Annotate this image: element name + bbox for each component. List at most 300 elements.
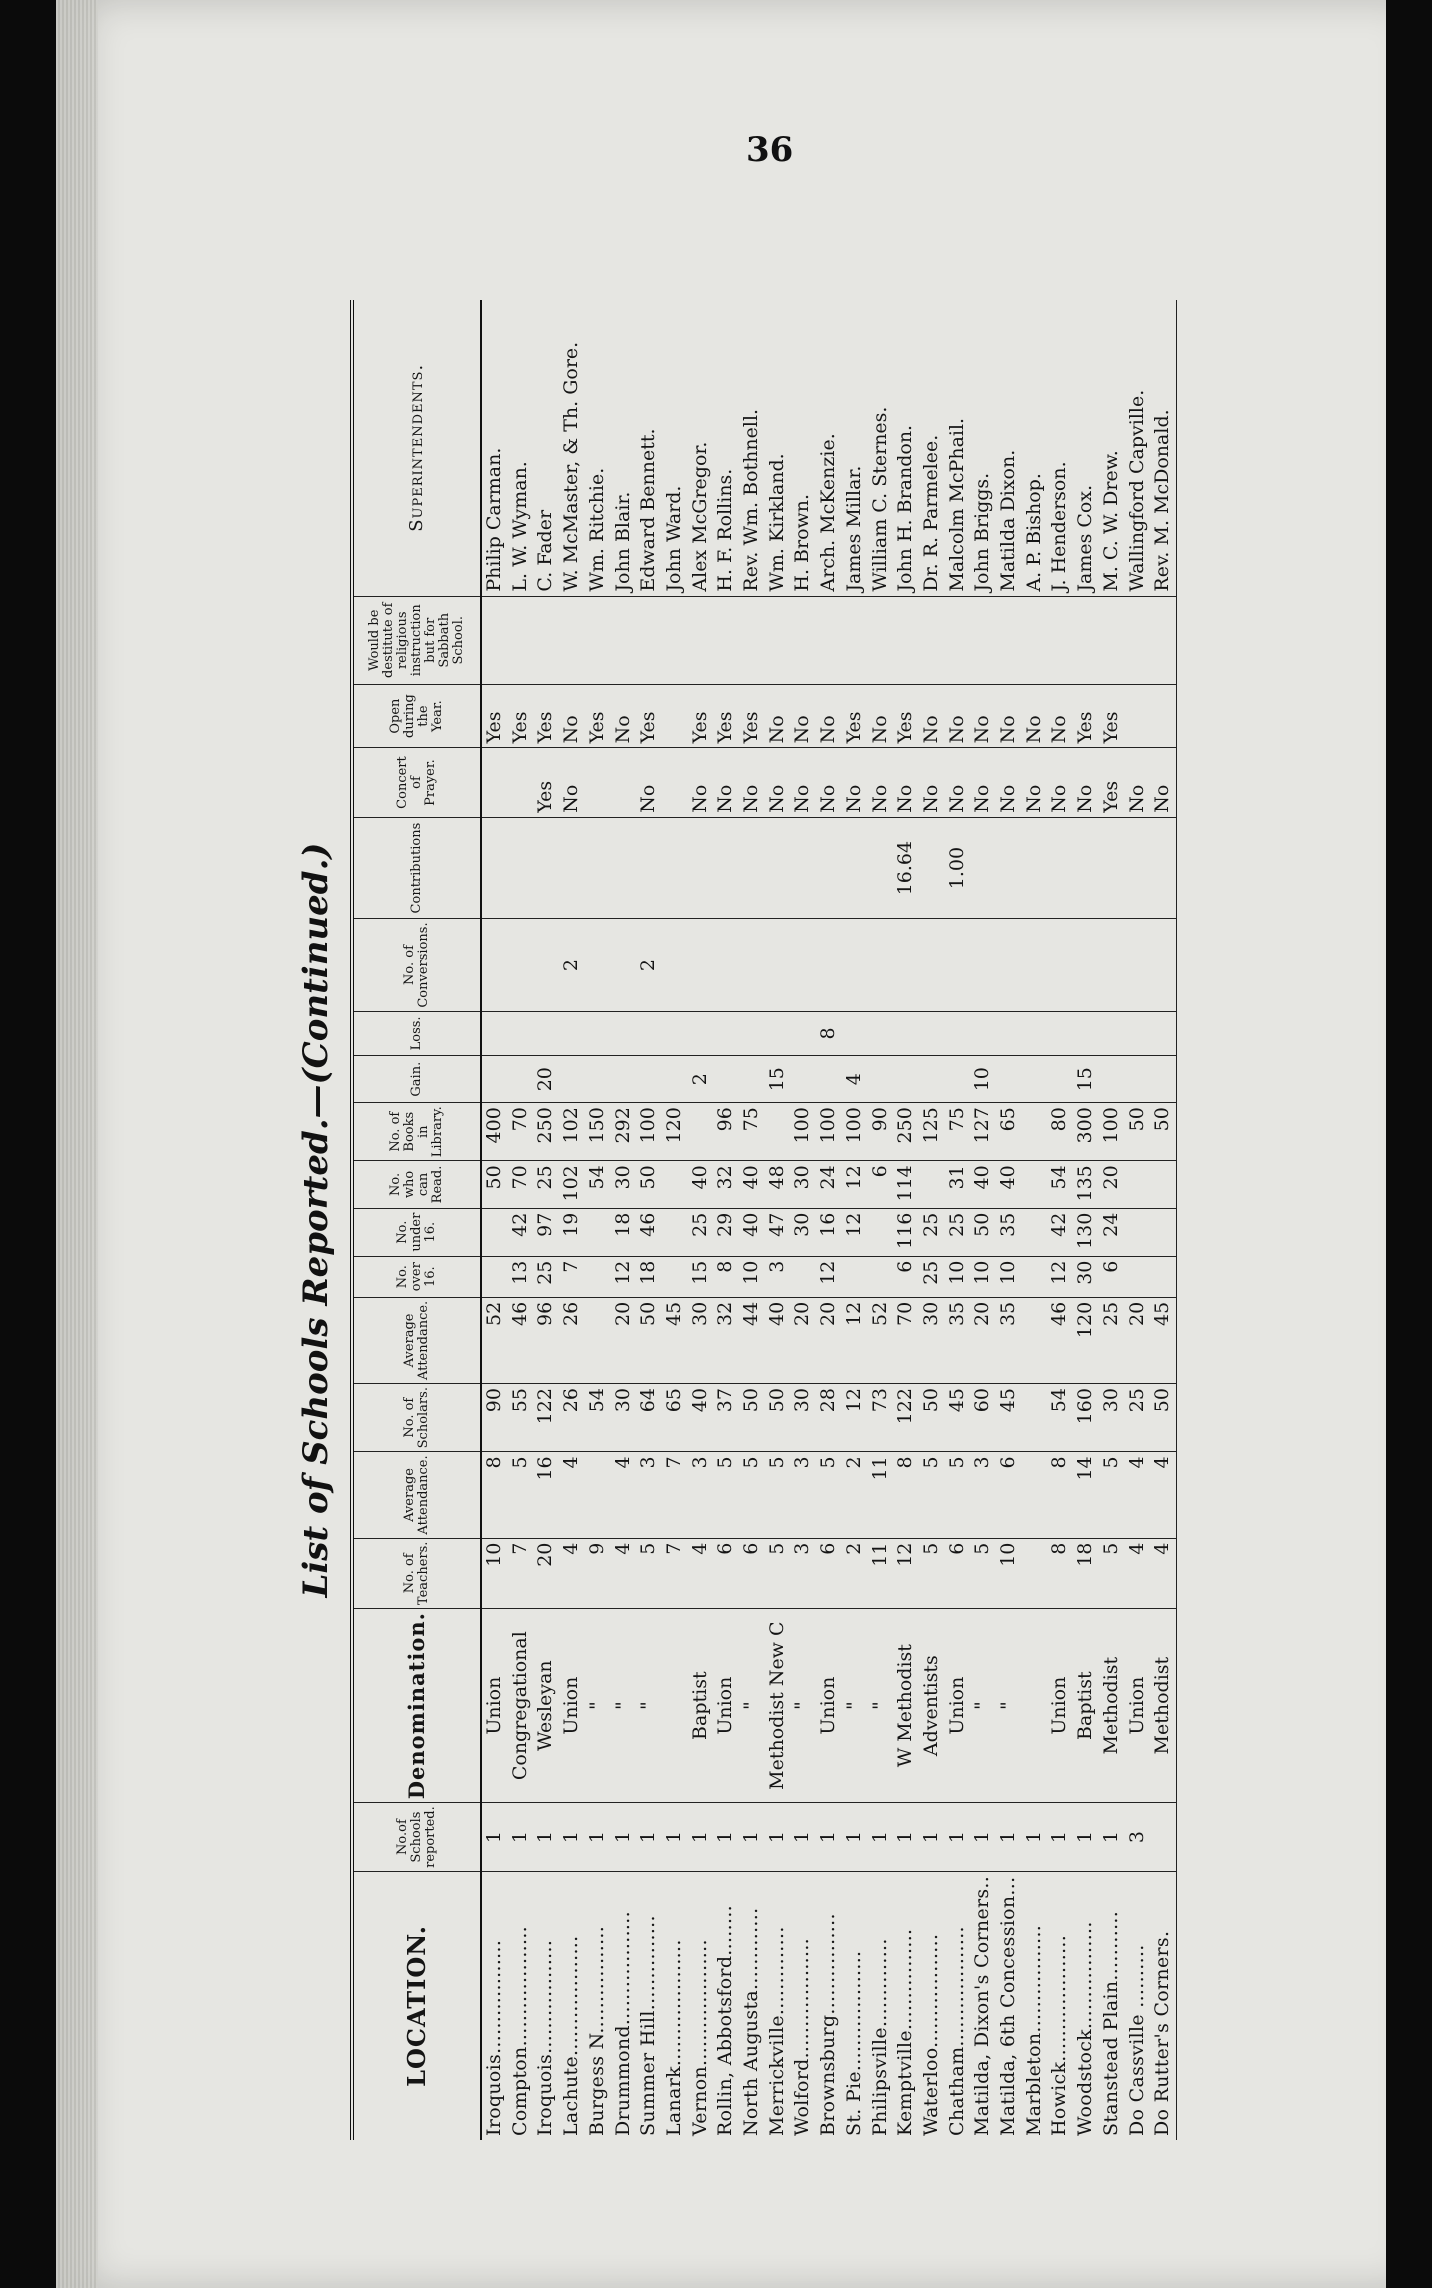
cell-denomination: " bbox=[636, 1609, 662, 1803]
cell-conversions bbox=[893, 919, 919, 1011]
cell-scholars: 45 bbox=[945, 1384, 971, 1452]
cell-gain: 15 bbox=[1073, 1056, 1099, 1103]
cell-under16: 116 bbox=[893, 1208, 919, 1256]
cell-reported: 1 bbox=[919, 1803, 945, 1872]
table-row bbox=[662, 300, 688, 2140]
cell-open-year: Yes bbox=[508, 684, 534, 747]
cell-avg-att-scholars: 35 bbox=[945, 1297, 971, 1383]
table-row bbox=[893, 300, 919, 2140]
cell-loss bbox=[893, 1011, 919, 1056]
cell-teachers: 10 bbox=[481, 1538, 508, 1608]
cell-books: 102 bbox=[559, 1103, 585, 1161]
cell-over16 bbox=[585, 1256, 611, 1297]
cell-loss bbox=[970, 1011, 996, 1056]
cell-concert: No bbox=[636, 748, 662, 817]
cell-gain bbox=[1099, 1056, 1125, 1103]
cell-open-year: Yes bbox=[688, 684, 714, 747]
cell-reported: 1 bbox=[816, 1803, 842, 1872]
cell-open-year: No bbox=[945, 684, 971, 747]
cell-books: 100 bbox=[790, 1103, 816, 1161]
cell-open-year: Yes bbox=[713, 684, 739, 747]
table-row bbox=[1022, 300, 1048, 2140]
cell-contributions bbox=[790, 817, 816, 919]
cell-under16: 46 bbox=[636, 1208, 662, 1256]
cell-avg-att-scholars bbox=[1022, 1297, 1048, 1383]
table-row bbox=[508, 300, 534, 2140]
cell-avg-att-teachers: 3 bbox=[970, 1452, 996, 1538]
cell-teachers: 5 bbox=[636, 1538, 662, 1608]
cell-under16: 18 bbox=[611, 1208, 637, 1256]
cell-loss bbox=[1047, 1011, 1073, 1056]
cell-loss bbox=[585, 1011, 611, 1056]
cell-can-read: 12 bbox=[842, 1161, 868, 1208]
cell-avg-att-teachers: 3 bbox=[688, 1452, 714, 1538]
table-row bbox=[1150, 300, 1176, 2140]
cell-teachers: 5 bbox=[919, 1538, 945, 1608]
cell-superintendent: James Cox. bbox=[1073, 300, 1099, 596]
cell-gain: 10 bbox=[970, 1056, 996, 1103]
cell-gain bbox=[481, 1056, 508, 1103]
col-over16: No. over 16. bbox=[352, 1256, 481, 1297]
cell-conversions bbox=[508, 919, 534, 1011]
cell-gain bbox=[996, 1056, 1022, 1103]
cell-avg-att-teachers: 3 bbox=[790, 1452, 816, 1538]
cell-loss bbox=[662, 1011, 688, 1056]
cell-concert: No bbox=[765, 748, 791, 817]
cell-contributions bbox=[842, 817, 868, 919]
cell-books bbox=[688, 1103, 714, 1161]
cell-scholars bbox=[1022, 1384, 1048, 1452]
cell-location: Do Cassville .......... bbox=[1125, 1944, 1148, 2136]
cell-avg-att-teachers: 5 bbox=[1099, 1452, 1125, 1538]
cell-scholars: 26 bbox=[559, 1384, 585, 1452]
cell-contributions bbox=[1099, 817, 1125, 919]
cell-loss bbox=[636, 1011, 662, 1056]
cell-gain bbox=[816, 1056, 842, 1103]
cell-concert: No bbox=[1125, 748, 1151, 817]
cell-over16: 10 bbox=[945, 1256, 971, 1297]
cell-books: 150 bbox=[585, 1103, 611, 1161]
cell-superintendent: Wm. Kirkland. bbox=[765, 300, 791, 596]
col-open-year: Open during the Year. bbox=[352, 684, 481, 747]
cell-loss bbox=[533, 1011, 559, 1056]
cell-teachers: 7 bbox=[508, 1538, 534, 1608]
cell-under16: 42 bbox=[1047, 1208, 1073, 1256]
cell-teachers: 5 bbox=[1099, 1538, 1125, 1608]
cell-conversions bbox=[790, 919, 816, 1011]
cell-concert: No bbox=[1073, 748, 1099, 817]
cell-teachers: 4 bbox=[1125, 1538, 1151, 1608]
cell-gain: 20 bbox=[533, 1056, 559, 1103]
cell-books bbox=[1022, 1103, 1048, 1161]
cell-denomination: Union bbox=[481, 1609, 508, 1803]
cell-contributions bbox=[1047, 817, 1073, 919]
cell-loss bbox=[688, 1011, 714, 1056]
cell-destitute bbox=[842, 596, 868, 684]
cell-over16: 18 bbox=[636, 1256, 662, 1297]
cell-conversions bbox=[662, 919, 688, 1011]
col-under16: No. under 16. bbox=[352, 1208, 481, 1256]
cell-location: Howick.................... bbox=[1048, 1934, 1071, 2136]
cell-destitute bbox=[662, 596, 688, 684]
cell-over16 bbox=[662, 1256, 688, 1297]
cell-teachers: 6 bbox=[713, 1538, 739, 1608]
cell-denomination bbox=[662, 1609, 688, 1803]
cell-teachers: 8 bbox=[1047, 1538, 1073, 1608]
cell-over16: 25 bbox=[919, 1256, 945, 1297]
cell-destitute bbox=[1022, 596, 1048, 684]
cell-under16: 40 bbox=[739, 1208, 765, 1256]
table-row bbox=[481, 300, 508, 2140]
cell-avg-att-teachers: 11 bbox=[868, 1452, 894, 1538]
cell-gain bbox=[585, 1056, 611, 1103]
cell-contributions bbox=[481, 817, 508, 919]
cell-books: 400 bbox=[481, 1103, 508, 1161]
cell-avg-att-teachers: 4 bbox=[1125, 1452, 1151, 1538]
cell-avg-att-teachers: 5 bbox=[739, 1452, 765, 1538]
col-avg-att-teachers: Average Attendance. bbox=[352, 1452, 481, 1538]
cell-superintendent: Philip Carman. bbox=[481, 300, 508, 596]
cell-contributions bbox=[559, 817, 585, 919]
cell-concert: No bbox=[559, 748, 585, 817]
cell-can-read: 135 bbox=[1073, 1161, 1099, 1208]
table-row bbox=[559, 300, 585, 2140]
cell-gain bbox=[636, 1056, 662, 1103]
cell-superintendent: J. Henderson. bbox=[1047, 300, 1073, 596]
cell-location: Waterloo.................. bbox=[919, 1933, 942, 2136]
cell-reported: 1 bbox=[765, 1803, 791, 1872]
cell-superintendent: Rev. Wm. Bothnell. bbox=[739, 300, 765, 596]
cell-reported bbox=[1150, 1803, 1176, 1872]
cell-can-read bbox=[1022, 1161, 1048, 1208]
cell-loss bbox=[611, 1011, 637, 1056]
cell-books: 250 bbox=[893, 1103, 919, 1161]
cell-over16: 12 bbox=[611, 1256, 637, 1297]
cell-denomination: Methodist bbox=[1099, 1609, 1125, 1803]
cell-under16: 25 bbox=[688, 1208, 714, 1256]
cell-can-read: 50 bbox=[636, 1161, 662, 1208]
cell-avg-att-teachers: 6 bbox=[996, 1452, 1022, 1538]
cell-superintendent: Arch. McKenzie. bbox=[816, 300, 842, 596]
cell-loss bbox=[919, 1011, 945, 1056]
cell-superintendent: John Ward. bbox=[662, 300, 688, 596]
cell-reported: 1 bbox=[636, 1803, 662, 1872]
cell-destitute bbox=[533, 596, 559, 684]
cell-conversions bbox=[868, 919, 894, 1011]
cell-can-read: 40 bbox=[996, 1161, 1022, 1208]
cell-loss bbox=[790, 1011, 816, 1056]
cell-avg-att-scholars: 120 bbox=[1073, 1297, 1099, 1383]
cell-avg-att-teachers: 4 bbox=[1150, 1452, 1176, 1538]
cell-denomination: Union bbox=[1047, 1609, 1073, 1803]
cell-teachers: 4 bbox=[1150, 1538, 1176, 1608]
cell-conversions bbox=[1125, 919, 1151, 1011]
cell-can-read: 54 bbox=[1047, 1161, 1073, 1208]
cell-over16: 15 bbox=[688, 1256, 714, 1297]
cell-under16 bbox=[585, 1208, 611, 1256]
cell-open-year: No bbox=[970, 684, 996, 747]
table-row bbox=[636, 300, 662, 2140]
cell-superintendent: H. F. Rollins. bbox=[713, 300, 739, 596]
cell-loss bbox=[765, 1011, 791, 1056]
cell-reported: 1 bbox=[688, 1803, 714, 1872]
cell-contributions bbox=[713, 817, 739, 919]
cell-open-year: No bbox=[1047, 684, 1073, 747]
cell-scholars: 73 bbox=[868, 1384, 894, 1452]
cell-concert bbox=[481, 748, 508, 817]
cell-scholars: 65 bbox=[662, 1384, 688, 1452]
cell-denomination: Baptist bbox=[688, 1609, 714, 1803]
cell-scholars: 60 bbox=[970, 1384, 996, 1452]
cell-contributions bbox=[816, 817, 842, 919]
cell-location: Chatham................... bbox=[945, 1926, 968, 2136]
cell-conversions bbox=[765, 919, 791, 1011]
cell-avg-att-teachers: 8 bbox=[481, 1452, 508, 1538]
cell-open-year: No bbox=[611, 684, 637, 747]
cell-conversions bbox=[842, 919, 868, 1011]
cell-concert: No bbox=[945, 748, 971, 817]
cell-under16 bbox=[1022, 1208, 1048, 1256]
cell-avg-att-teachers: 4 bbox=[559, 1452, 585, 1538]
cell-teachers bbox=[1022, 1538, 1048, 1608]
cell-destitute bbox=[611, 596, 637, 684]
cell-concert: No bbox=[996, 748, 1022, 817]
cell-superintendent: Alex McGregor. bbox=[688, 300, 714, 596]
cell-loss bbox=[945, 1011, 971, 1056]
cell-location: St. Pie................... bbox=[842, 1950, 865, 2136]
cell-destitute bbox=[1047, 596, 1073, 684]
cell-loss bbox=[842, 1011, 868, 1056]
cell-teachers: 6 bbox=[945, 1538, 971, 1608]
cell-teachers: 20 bbox=[533, 1538, 559, 1608]
cell-can-read: 102 bbox=[559, 1161, 585, 1208]
page-edge bbox=[56, 0, 98, 2288]
cell-over16: 10 bbox=[739, 1256, 765, 1297]
cell-destitute bbox=[1125, 596, 1151, 684]
schools-table bbox=[350, 300, 1177, 2140]
cell-open-year bbox=[1125, 684, 1151, 747]
cell-denomination: Union bbox=[1125, 1609, 1151, 1803]
cell-books: 50 bbox=[1125, 1103, 1151, 1161]
cell-concert: No bbox=[688, 748, 714, 817]
cell-conversions bbox=[1022, 919, 1048, 1011]
cell-contributions bbox=[1073, 817, 1099, 919]
cell-reported: 1 bbox=[945, 1803, 971, 1872]
cell-avg-att-scholars: 45 bbox=[662, 1297, 688, 1383]
cell-open-year: No bbox=[816, 684, 842, 747]
cell-under16: 19 bbox=[559, 1208, 585, 1256]
cell-superintendent: M. C. W. Drew. bbox=[1099, 300, 1125, 596]
cell-superintendent: William C. Sternes. bbox=[868, 300, 894, 596]
cell-can-read: 40 bbox=[688, 1161, 714, 1208]
cell-denomination: " bbox=[970, 1609, 996, 1803]
cell-teachers: 12 bbox=[893, 1538, 919, 1608]
cell-destitute bbox=[790, 596, 816, 684]
cell-over16: 10 bbox=[970, 1256, 996, 1297]
cell-can-read: 31 bbox=[945, 1161, 971, 1208]
cell-can-read: 40 bbox=[970, 1161, 996, 1208]
cell-avg-att-scholars: 20 bbox=[970, 1297, 996, 1383]
cell-gain bbox=[945, 1056, 971, 1103]
cell-destitute bbox=[713, 596, 739, 684]
cell-teachers: 2 bbox=[842, 1538, 868, 1608]
cell-teachers: 18 bbox=[1073, 1538, 1099, 1608]
table-body bbox=[481, 300, 1176, 2140]
cell-teachers: 6 bbox=[739, 1538, 765, 1608]
cell-loss: 8 bbox=[816, 1011, 842, 1056]
cell-conversions bbox=[481, 919, 508, 1011]
cell-avg-att-scholars: 20 bbox=[790, 1297, 816, 1383]
cell-gain bbox=[1022, 1056, 1048, 1103]
cell-location: Rollin, Abbotsford........ bbox=[714, 1905, 737, 2136]
cell-superintendent: John Blair. bbox=[611, 300, 637, 596]
cell-gain bbox=[559, 1056, 585, 1103]
cell-destitute bbox=[970, 596, 996, 684]
cell-superintendent: Wallingford Capville. bbox=[1125, 300, 1151, 596]
cell-under16 bbox=[868, 1208, 894, 1256]
cell-concert: No bbox=[842, 748, 868, 817]
cell-contributions bbox=[688, 817, 714, 919]
cell-location: Brownsburg................ bbox=[817, 1913, 840, 2136]
cell-contributions bbox=[868, 817, 894, 919]
table-title: List of Schools Reported.—(Continued.) bbox=[296, 842, 336, 1598]
cell-location: Burgess N................. bbox=[585, 1925, 608, 2136]
cell-scholars: 30 bbox=[1099, 1384, 1125, 1452]
cell-scholars: 30 bbox=[611, 1384, 637, 1452]
cell-open-year: No bbox=[996, 684, 1022, 747]
cell-scholars: 50 bbox=[765, 1384, 791, 1452]
cell-loss bbox=[1022, 1011, 1048, 1056]
cell-superintendent: A. P. Bishop. bbox=[1022, 300, 1048, 596]
cell-teachers: 4 bbox=[611, 1538, 637, 1608]
table-row bbox=[533, 300, 559, 2140]
cell-can-read: 70 bbox=[508, 1161, 534, 1208]
cell-conversions bbox=[611, 919, 637, 1011]
cell-conversions bbox=[1150, 919, 1176, 1011]
cell-denomination: Wesleyan bbox=[533, 1609, 559, 1803]
cell-contributions bbox=[585, 817, 611, 919]
cell-denomination: " bbox=[790, 1609, 816, 1803]
cell-avg-att-teachers: 8 bbox=[1047, 1452, 1073, 1538]
cell-books: 96 bbox=[713, 1103, 739, 1161]
cell-avg-att-teachers: 5 bbox=[945, 1452, 971, 1538]
cell-gain bbox=[713, 1056, 739, 1103]
table-row bbox=[611, 300, 637, 2140]
cell-location: Lanark.................... bbox=[662, 1939, 685, 2136]
cell-scholars: 50 bbox=[1150, 1384, 1176, 1452]
cell-under16 bbox=[1125, 1208, 1151, 1256]
cell-denomination: Union bbox=[713, 1609, 739, 1803]
table-row bbox=[919, 300, 945, 2140]
cell-avg-att-scholars: 20 bbox=[1125, 1297, 1151, 1383]
cell-over16: 30 bbox=[1073, 1256, 1099, 1297]
cell-concert: No bbox=[868, 748, 894, 817]
cell-contributions bbox=[739, 817, 765, 919]
cell-superintendent: Dr. R. Parmelee. bbox=[919, 300, 945, 596]
cell-over16: 25 bbox=[533, 1256, 559, 1297]
cell-superintendent: Rev. M. McDonald. bbox=[1150, 300, 1176, 596]
cell-destitute bbox=[559, 596, 585, 684]
cell-teachers: 4 bbox=[688, 1538, 714, 1608]
cell-concert bbox=[662, 748, 688, 817]
cell-reported: 3 bbox=[1125, 1803, 1151, 1872]
cell-superintendent: Edward Bennett. bbox=[636, 300, 662, 596]
cell-reported: 1 bbox=[1047, 1803, 1073, 1872]
cell-scholars: 160 bbox=[1073, 1384, 1099, 1452]
cell-reported: 1 bbox=[790, 1803, 816, 1872]
cell-conversions bbox=[585, 919, 611, 1011]
cell-avg-att-scholars: 96 bbox=[533, 1297, 559, 1383]
cell-denomination: Methodist bbox=[1150, 1609, 1176, 1803]
cell-over16: 7 bbox=[559, 1256, 585, 1297]
cell-books: 125 bbox=[919, 1103, 945, 1161]
cell-superintendent: John H. Brandon. bbox=[893, 300, 919, 596]
cell-books: 100 bbox=[816, 1103, 842, 1161]
cell-under16: 50 bbox=[970, 1208, 996, 1256]
cell-reported: 1 bbox=[739, 1803, 765, 1872]
cell-superintendent: W. McMaster, & Th. Gore. bbox=[559, 300, 585, 596]
cell-books: 90 bbox=[868, 1103, 894, 1161]
cell-can-read: 32 bbox=[713, 1161, 739, 1208]
cell-avg-att-teachers: 5 bbox=[765, 1452, 791, 1538]
cell-contributions bbox=[1022, 817, 1048, 919]
cell-denomination: Congregational bbox=[508, 1609, 534, 1803]
cell-destitute bbox=[765, 596, 791, 684]
cell-over16: 8 bbox=[713, 1256, 739, 1297]
cell-location: Compton................... bbox=[508, 1925, 531, 2136]
cell-conversions bbox=[1073, 919, 1099, 1011]
cell-destitute bbox=[585, 596, 611, 684]
cell-concert: No bbox=[919, 748, 945, 817]
cell-gain bbox=[1047, 1056, 1073, 1103]
cell-gain bbox=[1125, 1056, 1151, 1103]
cell-concert: No bbox=[790, 748, 816, 817]
cell-denomination bbox=[1022, 1609, 1048, 1803]
cell-gain bbox=[868, 1056, 894, 1103]
cell-can-read: 30 bbox=[790, 1161, 816, 1208]
cell-reported: 1 bbox=[662, 1803, 688, 1872]
cell-destitute bbox=[1099, 596, 1125, 684]
cell-can-read bbox=[662, 1161, 688, 1208]
table-row bbox=[970, 300, 996, 2140]
cell-open-year bbox=[1150, 684, 1176, 747]
cell-scholars: 122 bbox=[533, 1384, 559, 1452]
cell-gain: 2 bbox=[688, 1056, 714, 1103]
cell-open-year: Yes bbox=[893, 684, 919, 747]
cell-loss bbox=[508, 1011, 534, 1056]
cell-open-year bbox=[662, 684, 688, 747]
cell-loss bbox=[559, 1011, 585, 1056]
cell-reported: 1 bbox=[585, 1803, 611, 1872]
cell-books: 75 bbox=[739, 1103, 765, 1161]
cell-over16 bbox=[481, 1256, 508, 1297]
cell-conversions bbox=[945, 919, 971, 1011]
cell-concert: Yes bbox=[1099, 748, 1125, 817]
cell-location: North Augusta............. bbox=[740, 1907, 763, 2136]
cell-concert: No bbox=[713, 748, 739, 817]
cell-avg-att-scholars: 40 bbox=[765, 1297, 791, 1383]
cell-denomination: " bbox=[611, 1609, 637, 1803]
cell-open-year: Yes bbox=[1099, 684, 1125, 747]
col-concert: Concert of Prayer. bbox=[352, 748, 481, 817]
cell-over16 bbox=[1150, 1256, 1176, 1297]
cell-can-read: 114 bbox=[893, 1161, 919, 1208]
col-conversions: No. of Conversions. bbox=[352, 919, 481, 1011]
cell-over16: 12 bbox=[1047, 1256, 1073, 1297]
cell-gain bbox=[1150, 1056, 1176, 1103]
cell-under16: 12 bbox=[842, 1208, 868, 1256]
cell-books: 50 bbox=[1150, 1103, 1176, 1161]
